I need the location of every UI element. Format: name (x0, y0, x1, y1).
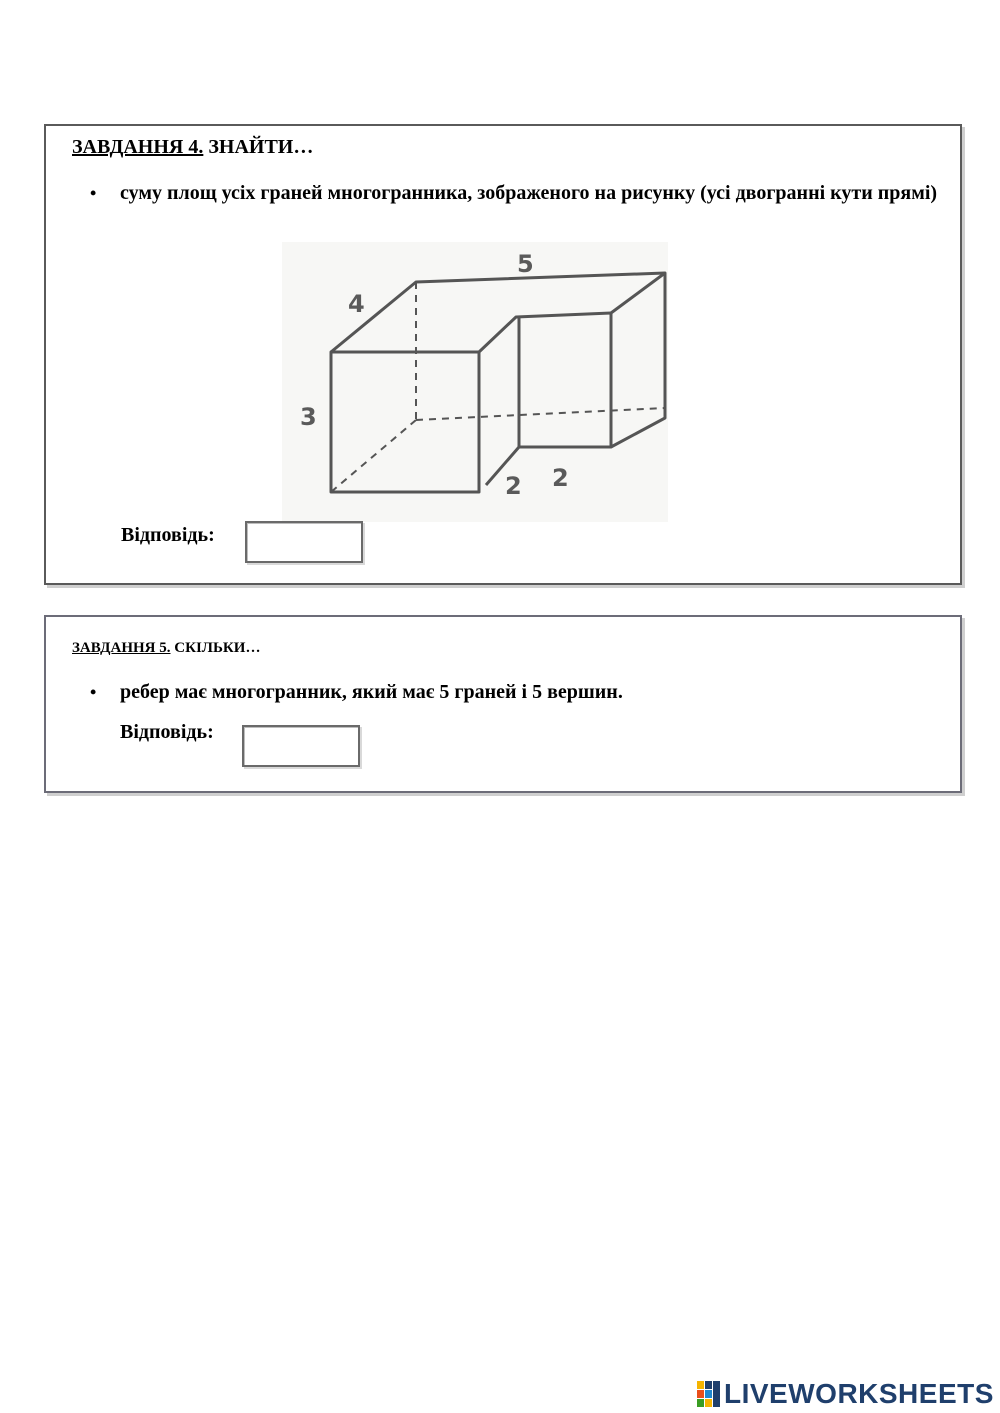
task-5-question: ребер має многогранник, який має 5 граней і 5 вершин. (120, 681, 623, 703)
task-5-title-number: ЗАВДАННЯ 5. (72, 640, 171, 656)
task-5-answer-input[interactable] (242, 725, 360, 767)
label-step-2a: 2 (505, 472, 522, 500)
bullet-dot-icon: • (90, 682, 97, 702)
task-5-card (44, 615, 962, 793)
label-step-2b: 2 (552, 464, 569, 492)
task-5-bullet (90, 677, 950, 707)
label-top-5: 5 (517, 250, 534, 278)
brand-name: LIVEWORKSHEETS (724, 1378, 994, 1409)
task-4-card (44, 124, 962, 585)
bullet-dot-icon: • (90, 183, 97, 203)
label-depth-4: 4 (348, 290, 365, 318)
task-4-title-number: ЗАВДАННЯ 4. (72, 136, 204, 158)
task-4-question: суму площ усіх граней многогранника, зображеного на рисунку (усі двогранні кути прямі) (120, 182, 938, 204)
task-4-bullet (90, 178, 950, 208)
liveworksheets-brand[interactable] (696, 1376, 994, 1412)
liveworksheets-logo-icon (696, 1379, 722, 1409)
task-5-title (72, 640, 260, 657)
task-5-title-rest: СКІЛЬКИ… (170, 640, 261, 656)
task-4-answer-label: Відповідь: (121, 524, 215, 546)
polyhedron-drawing (282, 242, 668, 522)
task-4-answer-input[interactable] (245, 521, 363, 563)
label-height-3: 3 (300, 403, 317, 431)
task-4-title (72, 136, 313, 159)
polyhedron-figure (282, 242, 668, 522)
task-4-title-rest: ЗНАЙТИ… (203, 136, 314, 158)
task-5-answer-label: Відповідь: (120, 721, 214, 743)
